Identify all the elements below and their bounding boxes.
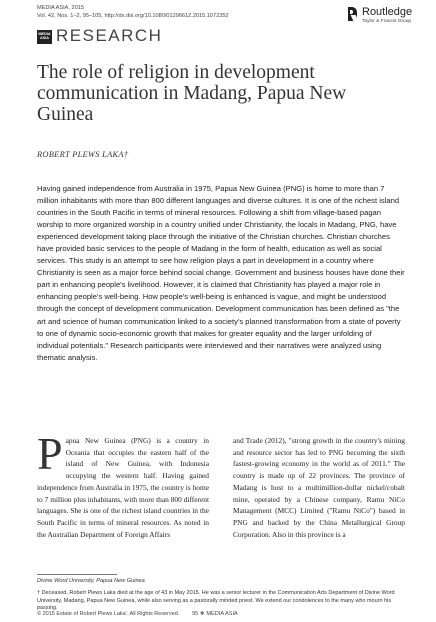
journal-meta <box>37 5 229 21</box>
copyright-notice: © 2015 Estate of Robert Plews Laka'. All Rights Reserved. <box>37 611 180 617</box>
page-number: 95 <box>192 611 199 617</box>
drop-cap: P <box>37 428 63 479</box>
journal-section-name: RESEARCH <box>56 26 163 45</box>
body-column-right: and Trade (2012), "strong growth in the country's mining and resource sector has led to PNG becoming the sixth fastest-growing economy in the world as of 2011." The country is made up of 22 provinces. The province of Madang is host to a multimillion-dollar nickel/cobalt mine, operated by a Chinese company, Ramu NiCo Management (MCC) Limited ("Ramu NiCo") based in PNG and backed by the China Metallurgical Group Corporation. Also in this province is a <box>233 436 405 539</box>
article-title: The role of religion in development communication in Madang, Papua New Guinea <box>37 62 347 125</box>
author-name: ROBERT PLEWS LAKA† <box>37 150 129 159</box>
body-column-left <box>37 428 209 540</box>
citation-line: Vol. 42, Nos. 1–2, 95–105, http://dx.doi.org/10.1080/01296612.2015.1072352 <box>37 12 229 19</box>
running-title: MEDIA ASIA <box>206 611 238 617</box>
author-affiliation: Divine Word University, Papua New Guinea <box>37 578 145 584</box>
publisher-subtitle: Taylor & Francis Group <box>362 19 412 24</box>
body-text-left: apua New Guinea (PNG) is a country in Oceania that occupies the eastern half of the island of New Guinea, with Indonesia occupying the western half. Having gained independence from Australia in 1975, the country is home to 7 million plus inhabitants, with more than 800 different languages. She is one of the richest island countries in the South Pacific in terms of mineral resources. As noted in the Australian Department of Foreign Affairs <box>37 436 209 539</box>
page-footer <box>192 611 238 617</box>
journal-label: MEDIA ASIA, 2015 <box>37 5 84 11</box>
separator-icon: ❖ <box>199 611 205 617</box>
publisher-name: Routledge <box>362 6 413 18</box>
publisher-logo <box>348 6 416 28</box>
media-asia-badge-icon: MEDIA ASIA <box>37 30 52 44</box>
routledge-logo-icon <box>348 7 357 21</box>
footnote: † Deceased. Robert Plews Laka died at the age of 43 in May 2015. He was a senior lecturer in the Communication Arts Department of Divine Word University, Madang, Papua New Guinea, while also serving as a pastorally minded priest. We extend our condolences to the many who mourn his passing. <box>37 590 395 612</box>
footnote-divider <box>37 574 117 575</box>
abstract: Having gained independence from Australia in 1975, Papua New Guinea (PNG) is home to more than 7 million inhabitants with more than 800 different languages and diverse cultures. It is one of the richest island countries in the South Pacific in terms of mineral resources. Following a shift from village-based pagan worship to more organized worship in a country unified under Christianity, the locals in Madang, PNG, have experienced development taking place through the initiative of the Christian churches. Christian churches have provided basic services to the people of Madang in the form of health, education as well as social services. This study is an attempt to see how religion plays a part in development in a country where Christianity is seen as a major force behind social change. Government and business houses have done their part in enhancing people's livelihood. However, it is claimed that Christianity has played a major role in enhancing people's well-being. How people's well-being is enhanced is vague, and might be understood through the concept of development communication. Development communication has been defined as "the art and science of human communication linked to a society's planned transformation from a state of poverty to one of dynamic socio-economic growth that makes for greater equality and the larger unfolding of individual potentials." Research participants were interviewed and their narratives were analyzed using thematic analysis. <box>37 184 405 362</box>
